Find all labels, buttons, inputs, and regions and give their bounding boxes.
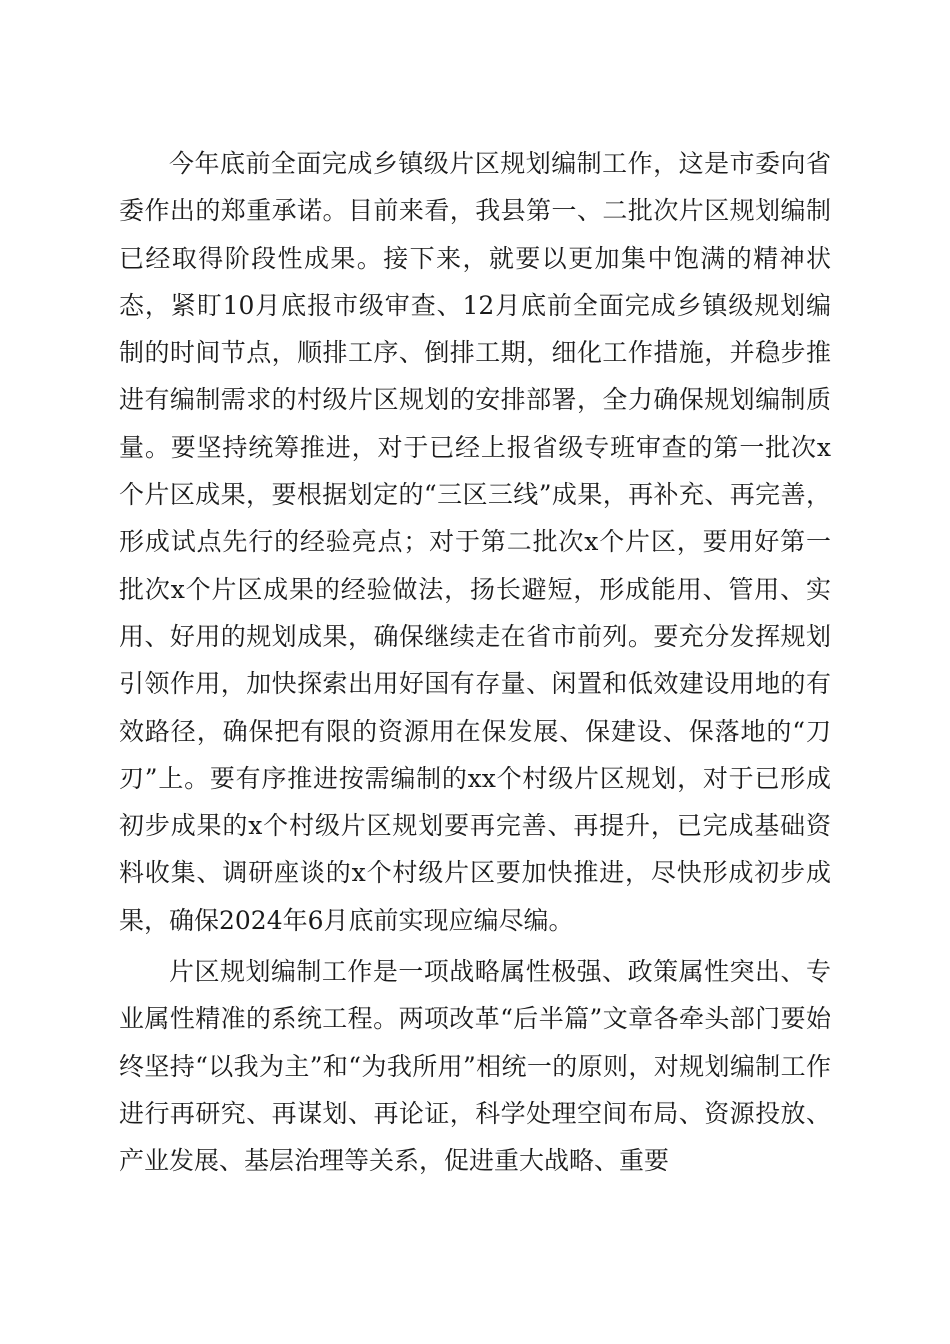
paragraph-1: 今年底前全面完成乡镇级片区规划编制工作，这是市委向省委作出的郑重承诺。目前来看，我县第一、二批次片区规划编制已经取得阶段性成果。接下来，就要以更加集中饱满的精神状态，紧盯10月底报市级审查、12月底前全面完成乡镇级规划编制的时间节点，顺排工序、倒排工期，细化工作措施，并稳步推进有编制需求的村级片区规划的安排部署，全力确保规划编制质量。要坚持统筹推进，对于已经上报省级专班审查的第一批次x个片区成果，要根据划定的“三区三线”成果，再补充、再完善，形成试点先行的经验亮点；对于第二批次x个片区，要用好第一批次x个片区成果的经验做法，扬长避短，形成能用、管用、实用、好用的规划成果，确保继续走在省市前列。要充分发挥规划引领作用，加快探索出用好国有存量、闲置和低效建设用地的有效路径，确保把有限的资源用在保发展、保建设、保落地的“刀刃”上。要有序推进按需编制的xx个村级片区规划，对于已形成初步成果的x个村级片区规划要再完善、再提升，已完成基础资料收集、调研座谈的x个村级片区要加快推进，尽快形成初步成果，确保2024年6月底前实现应编尽编。 bbox=[119, 149, 831, 935]
paragraph-2: 片区规划编制工作是一项战略属性极强、政策属性突出、专业属性精准的系统工程。两项改革“后半篇”文章各牵头部门要始终坚持“以我为主”和“为我所用”相统一的原则，对规划编制工作进行再研究、再谋划、再论证，科学处理空间布局、资源投放、产业发展、基层治理等关系，促进重大战略、重要 bbox=[119, 957, 831, 1176]
body-text bbox=[119, 140, 831, 1185]
